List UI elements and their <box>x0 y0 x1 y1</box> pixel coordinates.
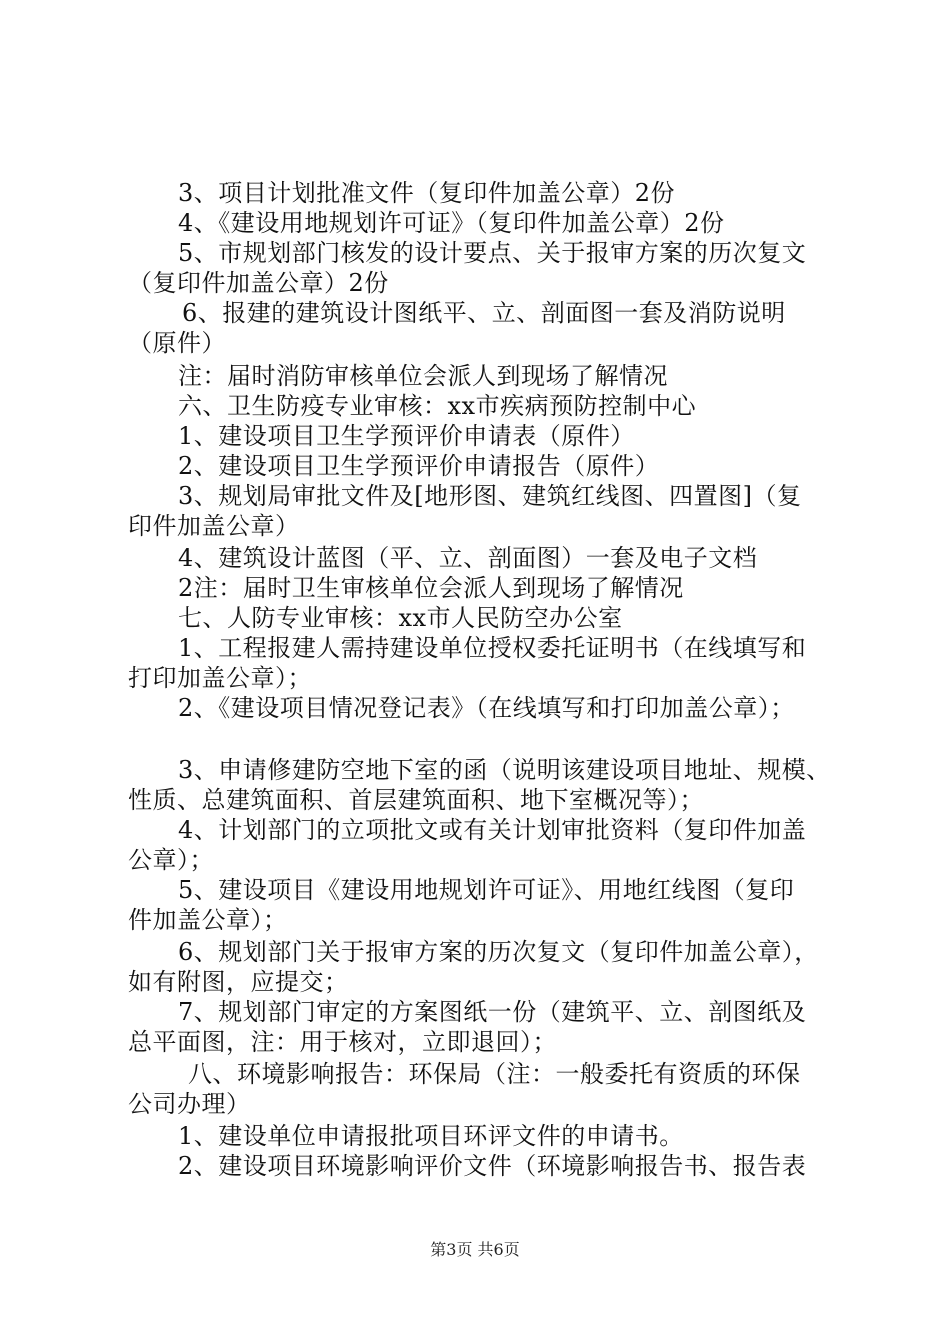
text-line: 总平面图，注：用于核对，立即退回）； <box>128 1028 557 1056</box>
page-number-footer: 第3页 共6页 <box>430 1240 520 1259</box>
text-line: 6、报建的建筑设计图纸平、立、剖面图一套及消防说明 <box>182 299 786 327</box>
text-line: 公章）； <box>128 846 214 874</box>
text-line: 印件加盖公章） <box>128 512 300 540</box>
text-line: 3、规划局审批文件及[地形图、建筑红线图、四置图]（复 <box>178 482 802 510</box>
text-line: （原件） <box>128 329 226 357</box>
text-line: 1、建设单位申请报批项目环评文件的申请书。 <box>178 1122 684 1150</box>
text-line: 4、《建设用地规划许可证》（复印件加盖公章）2份 <box>178 209 725 237</box>
text-line: 如有附图，应提交； <box>128 968 349 996</box>
text-line: 2注：届时卫生审核单位会派人到现场了解情况 <box>178 574 684 602</box>
text-line: 4、建筑设计蓝图（平、立、剖面图）一套及电子文档 <box>178 544 758 572</box>
text-line: 1、建设项目卫生学预评价申请表（原件） <box>178 422 635 450</box>
text-line: 3、项目计划批准文件（复印件加盖公章）2份 <box>178 179 676 207</box>
text-line: 3、申请修建防空地下室的函（说明该建设项目地址、规模、 <box>178 756 831 784</box>
text-line: 注：届时消防审核单位会派人到现场了解情况 <box>178 362 668 390</box>
text-line: 2、《建设项目情况登记表》（在线填写和打印加盖公章）； <box>178 694 795 722</box>
text-line: 打印加盖公章）； <box>128 664 312 692</box>
text-line: 公司办理） <box>128 1090 251 1118</box>
section-heading: 六、卫生防疫专业审核：xx市疾病预防控制中心 <box>178 392 697 420</box>
text-line: 6、规划部门关于报审方案的历次复文（复印件加盖公章）， <box>178 938 819 966</box>
section-heading: 八、环境影响报告：环保局（注：一般委托有资质的环保 <box>188 1060 801 1088</box>
text-line: 1、工程报建人需持建设单位授权委托证明书（在线填写和 <box>178 634 807 662</box>
text-line: 5、市规划部门核发的设计要点、关于报审方案的历次复文 <box>178 239 807 267</box>
text-line: 4、计划部门的立项批文或有关计划审批资料（复印件加盖 <box>178 816 807 844</box>
text-line: 5、建设项目《建设用地规划许可证》、用地红线图（复印 <box>178 876 795 904</box>
text-line: （复印件加盖公章）2份 <box>128 269 389 297</box>
text-line: 件加盖公章）； <box>128 906 288 934</box>
text-line: 7、规划部门审定的方案图纸一份（建筑平、立、剖图纸及 <box>178 998 807 1026</box>
section-heading: 七、人防专业审核：xx市人民防空办公室 <box>178 604 623 632</box>
text-line: 2、建设项目卫生学预评价申请报告（原件） <box>178 452 660 480</box>
text-line: 2、建设项目环境影响评价文件（环境影响报告书、报告表 <box>178 1152 807 1180</box>
text-line: 性质、总建筑面积、首层建筑面积、地下室概况等）； <box>128 786 704 814</box>
